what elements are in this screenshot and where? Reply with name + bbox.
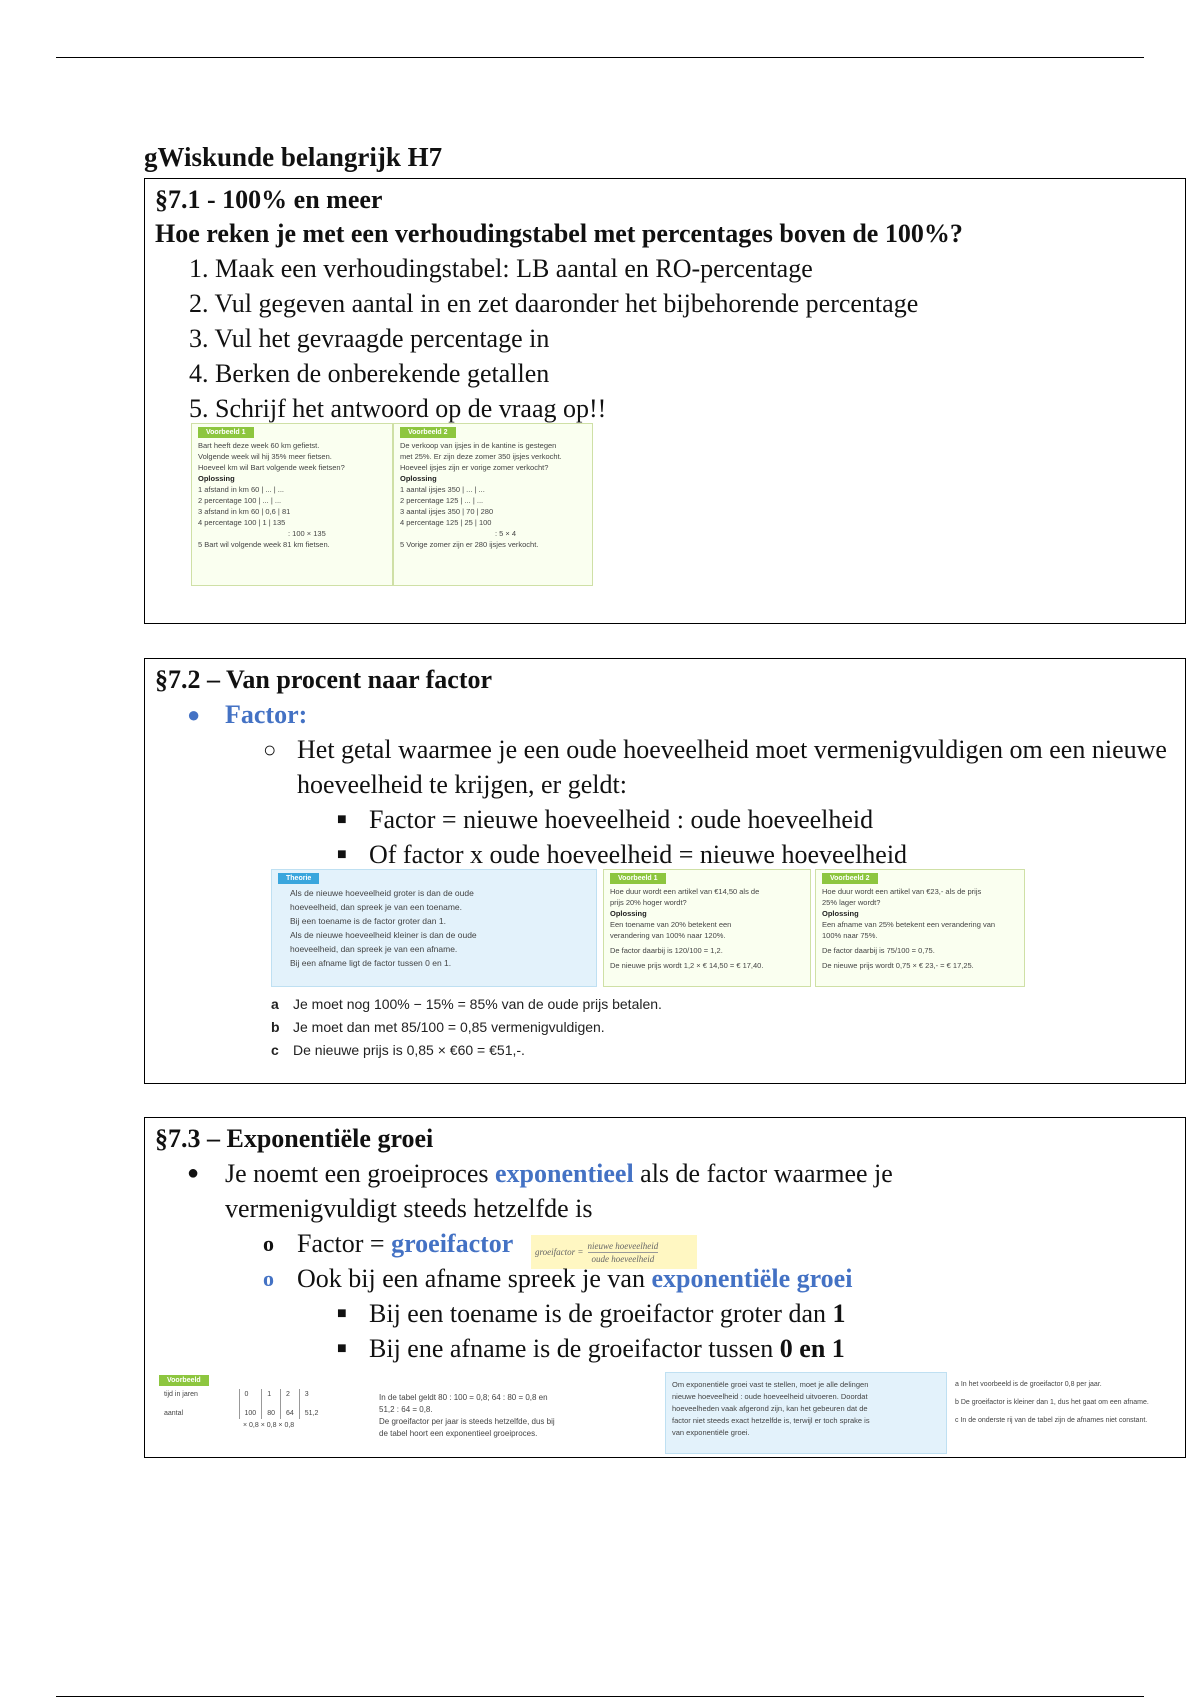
solution-line: De factor daarbij is 75/100 = 0,75. (822, 946, 935, 955)
bold-value: 1 (832, 1299, 846, 1328)
arrow-labels: : 100 × 135 (288, 529, 326, 538)
afname-item (155, 1261, 1175, 1296)
section-title: §7.2 – Van procent naar factor (155, 665, 493, 694)
solution-label: Oplossing (822, 909, 859, 918)
solution-line: Een afname van 25% betekent een verandering van (822, 920, 996, 929)
rule-text: Factor = nieuwe hoeveelheid : oude hoeveelheid (369, 805, 874, 834)
section-7-3 (144, 1117, 1186, 1458)
circle-bullet-icon: o (263, 1231, 274, 1256)
step-item: 2. Vul gegeven aantal in en zet daaronder het bijbehorende percentage (189, 289, 919, 318)
table-row: 4 percentage 100 | 1 | 135 (198, 518, 286, 527)
square-bullet-icon: ■ (337, 811, 347, 828)
arrow-labels: × 0,8 × 0,8 × 0,8 (243, 1422, 295, 1429)
bullet-dot-icon: ● (187, 1162, 200, 1184)
theory-line: factor niet steeds exact hetzelfde is, terwijl er toch sprake is (672, 1416, 870, 1425)
table-row: 3 aantal ijsjes 350 | 70 | 280 (400, 507, 494, 516)
table-cell: 100 (239, 1408, 262, 1419)
formula-denominator: oude hoeveelheid (591, 1253, 655, 1264)
factor-definition: Het getal waarmee je een oude hoeveelheid moet vermenigvuldigen om een nieuwe hoeveelheid te krijgen, er geldt: (297, 735, 1167, 799)
keyword-exponentieel: exponentieel (495, 1159, 634, 1188)
answers-block (271, 993, 831, 1062)
table-cell: 51,2 (299, 1408, 323, 1419)
solution-line: 100% naar 75%. (822, 931, 878, 940)
text-part: Ook bij een afname spreek je van (297, 1264, 652, 1293)
example-line: Bart heeft deze week 60 km gefietst. (198, 441, 320, 450)
note-line: c In de onderste rij van de tabel zijn de afnames niet constant. (955, 1417, 1148, 1424)
step-item: 3. Vul het gevraagde percentage in (189, 324, 550, 353)
solution-line: De nieuwe prijs wordt 1,2 × € 14,50 = € 17,40. (610, 961, 764, 970)
example-line: Hoe duur wordt een artikel van €14,50 als de (610, 887, 760, 896)
square-bullet-icon: ■ (337, 1340, 347, 1357)
section-title: §7.1 - 100% en meer (155, 185, 383, 214)
example-line: met 25%. Er zijn deze zomer 350 ijsjes verkocht. (400, 452, 562, 461)
section-7-1 (144, 178, 1186, 624)
table-cell: 80 (262, 1408, 281, 1419)
theory-line: Bij een afname ligt de factor tussen 0 en 1. (290, 958, 452, 968)
square-bullet-icon: ■ (337, 846, 347, 863)
theory-line: hoeveelheden vaak afgerond zijn, kan het gebeuren dat de (672, 1404, 868, 1413)
table-row: 2 percentage 100 | ... | ... (198, 496, 282, 505)
theory-line: van exponentiële groei. (672, 1428, 750, 1437)
theory-line: Als de nieuwe hoeveelheid groter is dan de oude (290, 888, 474, 898)
definition-continued: vermenigvuldigt steeds hetzelfde is (225, 1194, 593, 1223)
formula-numerator: nieuwe hoeveelheid (587, 1240, 659, 1251)
table-row: 1 afstand in km 60 | ... | ... (198, 485, 285, 494)
document-title: gWiskunde belangrijk H7 (144, 142, 443, 172)
theory-snippet (665, 1372, 947, 1454)
example-answer: 5 Vorige zomer zijn er 280 ijsjes verkocht. (400, 540, 539, 549)
text-part: Bij een toename is de groeifactor groter dan (369, 1299, 833, 1328)
example-line: In de tabel geldt 80 : 100 = 0,8; 64 : 80 = 0,8 en (379, 1393, 548, 1402)
example-tag: Voorbeeld (159, 1375, 209, 1386)
theory-line: nieuwe hoeveelheid : oude hoeveelheid uitvoeren. Doordat (672, 1392, 868, 1401)
section-question: Hoe reken je met een verhoudingstabel met percentages boven de 100%? (155, 219, 963, 248)
definition-bullet (155, 1156, 1175, 1191)
table-cell: aantal (164, 1410, 184, 1417)
rule-text: Of factor x oude hoeveelheid = nieuwe hoeveelheid (369, 840, 908, 869)
circle-bullet-icon: o (263, 1266, 274, 1291)
text-part: als de factor waarmee je (633, 1159, 893, 1188)
keyword-exponentiele-groei: exponentiële groei (651, 1264, 853, 1293)
example-tag: Voorbeeld 1 (198, 427, 254, 438)
table-cell: 1 (262, 1389, 281, 1400)
solution-line: De nieuwe prijs wordt 0,75 × € 23,- = € 17,25. (822, 961, 974, 970)
rule-item (155, 802, 1175, 837)
theory-line: Als de nieuwe hoeveelheid kleiner is dan de oude (290, 930, 477, 940)
bottom-rule (56, 1696, 1144, 1697)
example-line: 51,2 : 64 = 0,8. (379, 1405, 433, 1414)
example-line: De verkoop van ijsjes in de kantine is gestegen (400, 441, 557, 450)
theory-tag: Theorie (278, 873, 319, 884)
text-part: Bij ene afname is de groeifactor tussen (369, 1334, 780, 1363)
solution-line: De factor daarbij is 120/100 = 1,2. (610, 946, 723, 955)
table-row (159, 1389, 323, 1400)
top-rule (56, 57, 1144, 58)
square-bullet-icon: ■ (337, 1305, 347, 1322)
theory-line: hoeveelheid, dan spreek je van een afname. (290, 944, 458, 954)
table-row: 1 aantal ijsjes 350 | ... | ... (400, 485, 485, 494)
example-tag: Voorbeeld 2 (822, 873, 878, 884)
keyword-groeifactor: groeifactor (391, 1229, 514, 1258)
example-2-snippet (815, 869, 1025, 987)
example-line: Hoeveel ijsjes zijn er vorige zomer verkocht? (400, 463, 549, 472)
solution-label: Oplossing (198, 474, 235, 483)
definition-item (155, 732, 1175, 802)
example-snippet (153, 1372, 658, 1454)
step-item: 1. Maak een verhoudingstabel: LB aantal en RO-percentage (189, 254, 813, 283)
table-cell: 3 (299, 1389, 323, 1400)
table-row: 2 percentage 125 | ... | ... (400, 496, 484, 505)
example-table (159, 1389, 323, 1419)
factor-label: Factor: (225, 700, 308, 729)
text-part: Factor = (297, 1229, 392, 1258)
example-line: de tabel hoort een exponentieel groeiproces. (379, 1429, 538, 1438)
example-line: Hoeveel km wil Bart volgende week fietsen? (198, 463, 345, 472)
section-7-2 (144, 658, 1186, 1084)
table-cell: 2 (280, 1389, 299, 1400)
example-2-snippet (393, 423, 593, 586)
bold-value: 0 en 1 (779, 1334, 845, 1363)
note-line: a In het voorbeeld is de groeifactor 0,8 per jaar. (955, 1381, 1102, 1388)
answer-line: b Je moet dan met 85/100 = 0,85 vermenigvuldigen. (271, 1019, 605, 1035)
bullet-dot-icon: ● (187, 702, 201, 727)
table-row: 3 afstand in km 60 | 0,6 | 81 (198, 507, 291, 516)
step-item: 5. Schrijf het antwoord op de vraag op!! (189, 394, 607, 423)
example-line: prijs 20% hoger wordt? (610, 898, 687, 907)
table-cell: 0 (239, 1389, 262, 1400)
example-1-snippet (603, 869, 811, 987)
formula-label: groeifactor = (535, 1247, 584, 1257)
answer-line: a Je moet nog 100% − 15% = 85% van de oude prijs betalen. (271, 996, 662, 1012)
example-answer: 5 Bart wil volgende week 81 km fietsen. (198, 540, 330, 549)
solution-label: Oplossing (400, 474, 437, 483)
solution-label: Oplossing (610, 909, 647, 918)
theory-line: Om exponentiële groei vast te stellen, moet je alle delingen (672, 1380, 869, 1389)
factor-bullet (155, 697, 1175, 732)
text-part: Je noemt een groeiproces (225, 1159, 496, 1188)
example-tag: Voorbeeld 1 (610, 873, 666, 884)
solution-line: Een toename van 20% betekent een (610, 920, 732, 929)
solution-line: verandering van 100% naar 120%. (610, 931, 726, 940)
circle-bullet-icon: ○ (263, 737, 277, 762)
table-row: 4 percentage 125 | 25 | 100 (400, 518, 492, 527)
theory-line: hoeveelheid, dan spreek je van een toename. (290, 902, 463, 912)
theory-line: Bij een toename is de factor groter dan 1. (290, 916, 446, 926)
arrow-labels: : 5 × 4 (495, 529, 517, 538)
example-line: Hoe duur wordt een artikel van €23,- als de prijs (822, 887, 982, 896)
table-cell: 64 (280, 1408, 299, 1419)
note-line: b De groeifactor is kleiner dan 1, dus het gaat om een afname. (955, 1399, 1149, 1406)
rule-item (155, 1331, 1175, 1366)
example-tag: Voorbeeld 2 (400, 427, 456, 438)
example-line: De groeifactor per jaar is steeds hetzelfde, dus bij (379, 1417, 555, 1426)
table-row (159, 1408, 323, 1419)
rule-item (155, 837, 1175, 872)
table-cell: tijd in jaren (164, 1391, 198, 1398)
example-line: Volgende week wil hij 35% meer fietsen. (198, 452, 332, 461)
example-1-snippet (191, 423, 393, 586)
answer-line: c De nieuwe prijs is 0,85 × €60 = €51,-. (271, 1042, 525, 1058)
theory-snippet (271, 869, 597, 987)
rule-item (155, 1296, 1175, 1331)
section-title: §7.3 – Exponentiële groei (155, 1124, 434, 1153)
steps-list (189, 251, 1175, 426)
example-line: 25% lager wordt? (822, 898, 881, 907)
notes-snippet (953, 1374, 1181, 1454)
step-item: 4. Berken de onberekende getallen (189, 359, 550, 388)
